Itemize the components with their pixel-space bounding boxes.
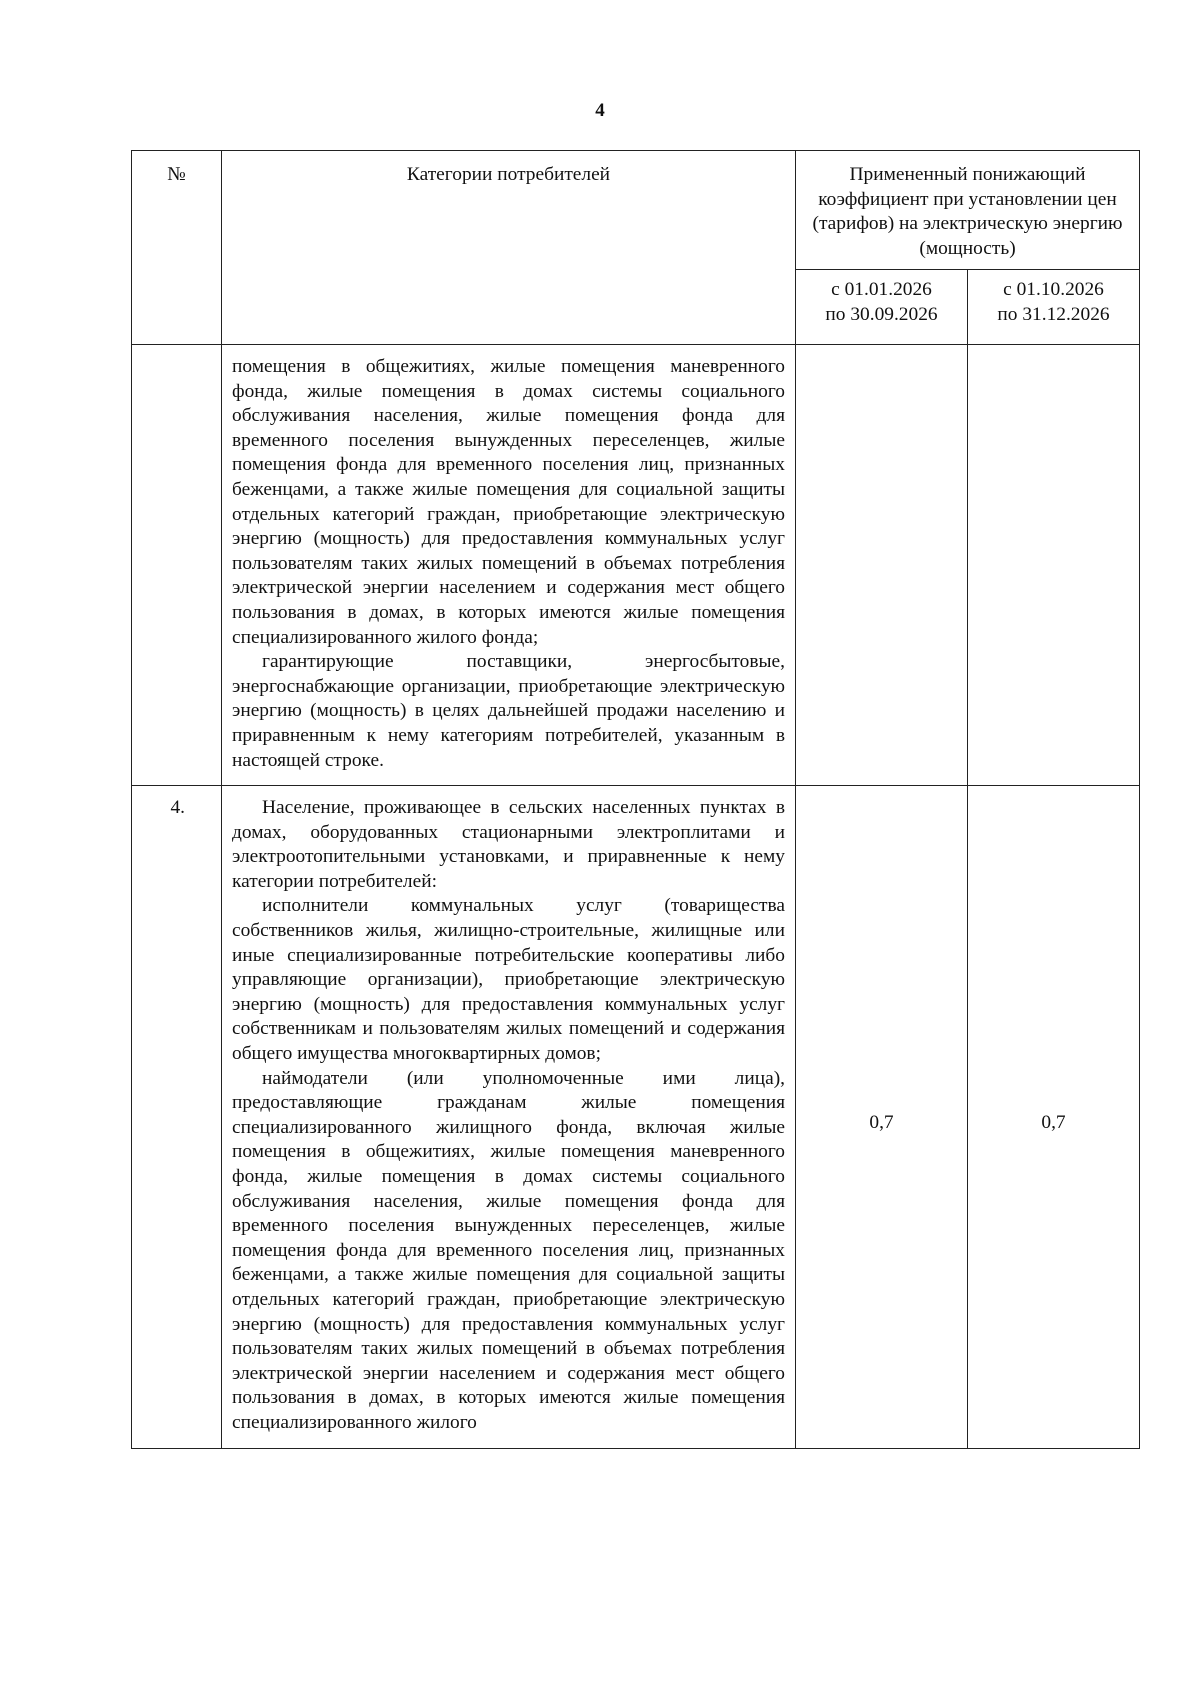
row-value-2 xyxy=(968,786,1140,1448)
category-paragraph: помещения в общежитиях, жилые помещения маневренного фонда, жилые помещения в домах системы социального обслуживания населения, жилые помещения фонда для временного поселения вынужденных переселенцев, жилые помещения фонда для временного поселения лиц, признанных беженцами, а также жилые помещения для социальной защиты отдельных категорий граждан, приобретающие электрическую энергию (мощность) для предоставления коммунальных услуг пользователям таких жилых помещений в объемах потребления электрической энергии населением и содержания мест общего пользования в домах, в которых имеются жилые помещения специализированного жилого фонда; xyxy=(232,356,785,648)
header-category: Категории потребителей xyxy=(222,151,796,345)
row-value-2 xyxy=(968,345,1140,786)
period-1-end: по 30.09.2026 xyxy=(825,303,938,325)
value-text: 0,7 xyxy=(1041,1111,1066,1133)
tariff-table xyxy=(131,150,1140,1449)
row-category-cell xyxy=(222,786,796,1448)
row-value-1 xyxy=(796,786,968,1448)
category-paragraph: исполнители коммунальных услуг (товарищества собственников жилья, жилищно-строительные, жилищные или иные специализированные потребительские кооперативы либо управляющие организации), приобретающие электрическую энергию (мощность) для предоставления коммунальных услуг собственникам и пользователям жилых помещений и содержания общего имущества многоквартирных домов; xyxy=(232,895,785,1065)
period-2-start: с 01.10.2026 xyxy=(1003,279,1104,300)
period-1-start: с 01.01.2026 xyxy=(831,279,932,300)
row-category-cell xyxy=(222,345,796,786)
row-value-1 xyxy=(796,345,968,786)
category-paragraph: гарантирующие поставщики, энергосбытовые, энергоснабжающие организации, приобретающие электрическую энергию (мощность) в целях дальнейшей продажи населению и приравненным к нему категориям потребителей, указанным в настоящей строке. xyxy=(232,651,785,771)
row-num-cell xyxy=(132,345,222,786)
header-coefficient: Примененный понижающий коэффициент при установлении цен (тарифов) на электрическую энергию (мощность) xyxy=(796,151,1140,270)
header-period-1 xyxy=(796,270,968,345)
header-period-2 xyxy=(968,270,1140,345)
row-num-cell: 4. xyxy=(132,786,222,1448)
value-text: 0,7 xyxy=(869,1111,894,1133)
category-paragraph: Население, проживающее в сельских населенных пунктах в домах, оборудованных стационарными электроплитами и электроотопительными установками, и приравненные к нему категории потребителей: xyxy=(232,797,785,892)
page-number: 4 xyxy=(595,100,605,121)
header-row-1 xyxy=(132,151,1140,270)
period-2-end: по 31.12.2026 xyxy=(997,303,1110,325)
category-paragraph: наймодатели (или уполномоченные ими лица), предоставляющие гражданам жилые помещения специализированного жилищного фонда, включая жилые помещения в общежитиях, жилые помещения маневренного фонда, жилые помещения в домах системы социального обслуживания населения, жилые помещения фонда для временного поселения вынужденных переселенцев, жилые помещения фонда для временного поселения лиц, признанных беженцами, а также жилые помещения для социальной защиты отдельных категорий граждан, приобретающие электрическую энергию (мощность) для предоставления коммунальных услуг пользователям таких жилых помещений в объемах потребления электрической энергии населением и содержания мест общего пользования в домах, в которых имеются жилые помещения специализированного жилого xyxy=(232,1067,785,1433)
table-row xyxy=(132,786,1140,1448)
header-num: № xyxy=(132,151,222,345)
table-row xyxy=(132,345,1140,786)
